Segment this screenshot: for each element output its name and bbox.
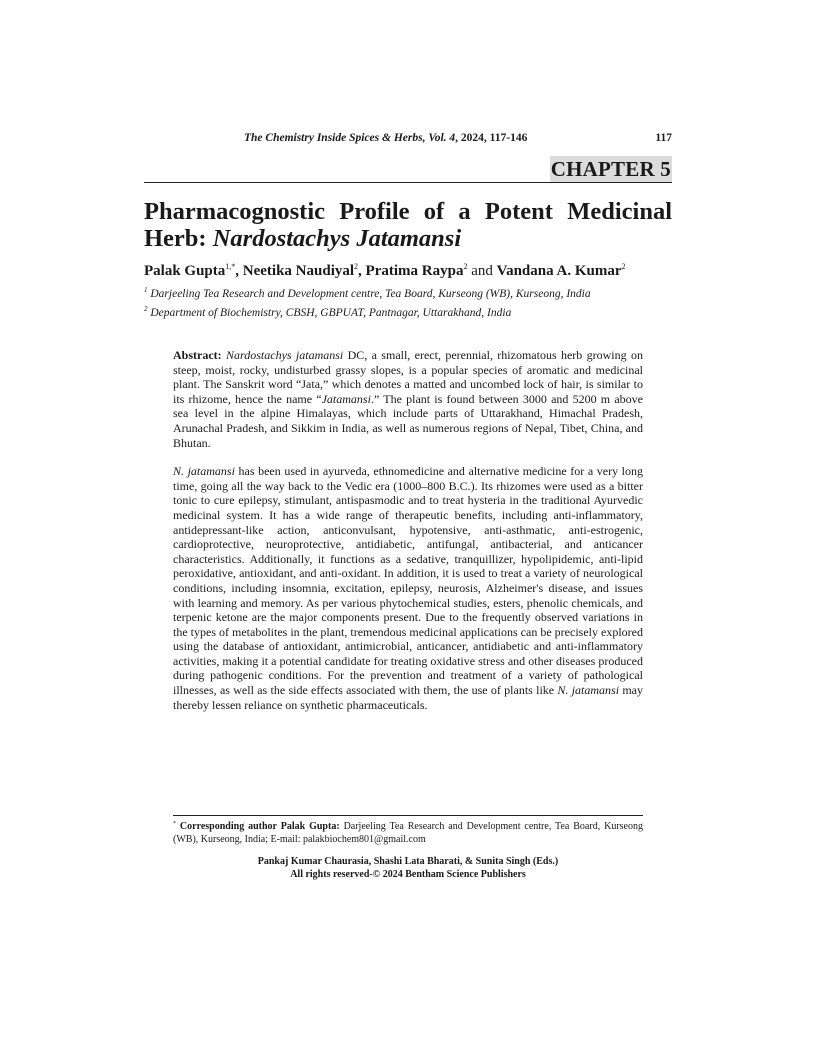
- author-separator: ,: [235, 263, 243, 279]
- species-name: N. jatamansi: [557, 683, 620, 698]
- affiliation-mark: 2: [144, 305, 148, 313]
- publisher-info: [173, 855, 643, 881]
- footnote-mark: *: [173, 821, 176, 827]
- author-name: Pratima Raypa: [365, 263, 464, 279]
- author-separator: and: [467, 263, 497, 279]
- abstract: [173, 348, 643, 712]
- title-line-2-prefix: Herb:: [144, 225, 213, 252]
- journal-year-pages: , 2024, 117-146: [455, 132, 528, 144]
- author-separator: ,: [358, 263, 366, 279]
- abstract-text: may thereby lessen reliance on synthetic pharmaceuticals.: [173, 683, 643, 712]
- title-line-1: Pharmacognostic Profile of a Potent Medicinal: [144, 198, 672, 225]
- corresponding-author-footnote: [173, 820, 643, 846]
- page-number: 117: [655, 132, 672, 144]
- affiliation-1: [144, 287, 684, 301]
- abstract-text: .” The plant is found between 3000 and 5200 m above sea level in the alpine Himalayas, which include parts of Uttarakhand, Himachal Pradesh, Arunachal Pradesh, and Sikkim in India, as well as numerous regions of Nepal, Tibet, China, and Bhutan.: [173, 391, 643, 450]
- footnote-rule: [173, 815, 643, 816]
- author-name: Palak Gupta: [144, 263, 226, 279]
- abstract-text: has been used in ayurveda, ethnomedicine and alternative medicine for a very long time, going all the way back to the Vedic era (1000–800 B.C.). Its rhizomes were used as a bitter tonic to cure epilepsy, stimulant, antispasmodic and to treat hysteria in the traditional Ayurvedic medicinal system. It has a wide range of therapeutic benefits, including anti-inflammatory, antidepressant-like action, anticonvulsant, hypotensive, anti-asthmatic, anti-estrogenic, cardioprotective, neuroprotective, antidiabetic, antifungal, antibacterial, and anticancer characteristics. Additionally, it functions as a sedative, tranquillizer, hypolipidemic, anti-lipid peroxidative, antioxidant, and anti-oxidant. In addition, it is used to treat a variety of neurological conditions, including insomnia, excitation, epilepsy, neurosis, Alzheimer's disease, and issues with learning and memory. As per various phytochemical studies, esters, phenolic chemicals, and terpenic ketone are the major components present. Due to the frequently observed variations in the types of metabolites in the plant, tremendous medicinal applications can be precisely explored using the database of antioxidant, antimicrobial, anticancer, antidiabetic and anti-inflammatory activities, making it a potential candidate for treating oxidative stress and other diseases produced during pathogenic conditions. For the prevention and treatment of a variety of pathological illnesses, as well as the side effects associated with them, the use of plants like: [173, 464, 644, 698]
- plant-name: Jatamansi: [321, 391, 371, 406]
- author-name: Vandana A. Kumar: [496, 263, 622, 279]
- abstract-label: Abstract:: [173, 348, 222, 362]
- abstract-paragraph-1: [173, 348, 643, 450]
- abstract-text: DC, a small, erect, perennial, rhizomatous herb growing on steep, moist, rocky, undisturbed grassy slopes, is a popular species of aromatic and medicinal plant. The Sanskrit word “Jata,” which denotes a matted and uncombed lock of hair, is similar to its rhizome, hence the name “: [173, 348, 643, 406]
- title-species-name: Nardostachys Jatamansi: [212, 225, 462, 252]
- affiliation-text: Darjeeling Tea Research and Development centre, Tea Board, Kurseong (WB), Kurseong, India: [150, 288, 591, 300]
- running-head: [144, 132, 672, 148]
- affiliation-mark: 1: [144, 286, 148, 294]
- abstract-paragraph-2: [173, 464, 643, 712]
- author-name: Neetika Naudiyal: [242, 263, 355, 279]
- author-marks: 2: [354, 262, 359, 271]
- author-marks: 1,*: [225, 262, 236, 271]
- editors-line: Pankaj Kumar Chaurasia, Shashi Lata Bharati, & Sunita Singh (Eds.): [257, 856, 559, 867]
- journal-volume: Vol. 4: [428, 132, 456, 144]
- journal-citation: [244, 132, 527, 144]
- copyright-line: All rights reserved-© 2024 Bentham Science Publishers: [290, 869, 526, 880]
- chapter-label: CHAPTER 5: [550, 157, 671, 181]
- paper-title: [144, 198, 672, 252]
- journal-name: The Chemistry Inside Spices & Herbs,: [244, 132, 426, 144]
- footnote-label: Corresponding author Palak Gupta:: [179, 821, 340, 832]
- author-marks: 2: [463, 262, 468, 271]
- species-name: N. jatamansi: [173, 464, 235, 479]
- chapter-rule: [144, 182, 672, 183]
- affiliation-text: Department of Biochemistry, CBSH, GBPUAT, Pantnagar, Uttarakhand, India: [150, 307, 512, 319]
- author-marks: 2: [621, 262, 626, 271]
- author-list: [144, 262, 672, 280]
- affiliation-2: [144, 306, 684, 320]
- species-name: Nardostachys jatamansi: [226, 348, 344, 362]
- footnote-text: Darjeeling Tea Research and Development centre, Tea Board, Kurseong (WB), Kurseong, India; E-mail: palakbiochem801@gmail.com: [173, 821, 643, 845]
